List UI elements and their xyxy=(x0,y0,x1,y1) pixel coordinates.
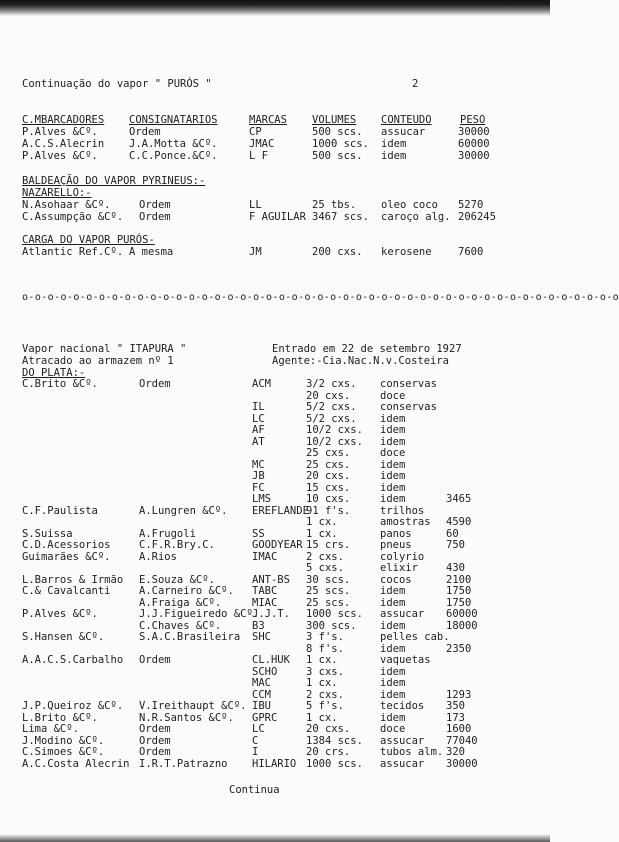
cell-emb: L.Barros & Irmão xyxy=(22,573,124,586)
cell-cont: assucar xyxy=(381,126,426,138)
page-title: Continuação do vapor " PURÓS " xyxy=(22,78,212,90)
cell-peso: 1750 xyxy=(446,585,472,597)
cell-marca: GPRC xyxy=(252,711,278,724)
cell-cont: idem xyxy=(381,150,407,162)
cell-peso: 430 xyxy=(446,562,465,574)
cell-cons: Ordem xyxy=(139,654,171,666)
cell-cont: idem xyxy=(380,412,406,425)
cell-marca: AF xyxy=(252,424,265,436)
cell-cont: idem xyxy=(380,677,406,689)
cell-vol: 500 scs. xyxy=(312,126,363,138)
cell-marca: ANT-BS xyxy=(252,573,290,586)
cell-vol: 2 cxs. xyxy=(306,550,344,563)
cell-cons: Ordem xyxy=(139,378,171,390)
cell-marca: LMS xyxy=(252,493,271,505)
column-header-volumes: VOLUMES xyxy=(312,114,357,126)
section3-heading: CARGA DO VAPOR PURÓS- xyxy=(22,234,155,246)
cell-marca: CCM xyxy=(252,688,271,701)
cell-marca: JB xyxy=(252,470,265,482)
cell-vol: 5/2 cxs. xyxy=(306,401,357,413)
cell-vol: 10/2 cxs. xyxy=(306,435,363,448)
cell-marca: I xyxy=(252,746,259,758)
cell-vol: 15 crs. xyxy=(306,539,351,551)
cell-marca: SCHO xyxy=(252,665,278,678)
cell-vol: 10 cxs. xyxy=(306,493,351,505)
cell-vol: 1 cx. xyxy=(306,527,338,540)
cell-marca: LC xyxy=(252,412,265,425)
cell-peso: 77040 xyxy=(446,734,478,747)
cell-cont: vaquetas xyxy=(380,654,431,666)
footer-continua: Continua xyxy=(229,784,280,796)
cell-cons: A.Carneiro &Cº. xyxy=(139,585,234,597)
cell-cont: idem xyxy=(380,711,406,724)
cell-vol: 5 cxs. xyxy=(306,562,344,574)
cell-cont: assucar xyxy=(380,734,425,747)
vessel-entry-date: Entrado em 22 de setembro 1927 xyxy=(272,343,462,355)
cell-cons: A.Fraiga &Cº. xyxy=(139,596,222,609)
cell-cons: J.J.Figueiredo &Cº. xyxy=(139,608,260,620)
section2-subheading: NAZARELLO:- xyxy=(22,187,92,199)
cell-vol: 15 cxs. xyxy=(306,481,351,494)
cell-marca: ACM xyxy=(252,378,271,390)
cell-vol: 200 cxs. xyxy=(312,246,363,258)
cell-vol: 20 cxs. xyxy=(306,723,351,735)
cell-vol: 300 scs. xyxy=(306,619,357,632)
cell-emb: C.D.Acessorios xyxy=(22,539,111,551)
cell-emb: P.Alves &Cº. xyxy=(22,608,98,620)
cell-vol: 25 cxs. xyxy=(306,458,351,471)
cell-marca: JMAC xyxy=(249,138,275,150)
cell-vol: 25 tbs. xyxy=(312,199,357,211)
cell-marca: EREFLANDE xyxy=(252,504,309,517)
cell-emb: Lima &Cº. xyxy=(22,723,79,735)
cell-vol: 1000 scs. xyxy=(306,608,363,620)
cell-cont: doce xyxy=(380,389,406,402)
cell-peso: 30000 xyxy=(458,150,490,162)
cell-emb: C.Simoes &Cº. xyxy=(22,746,105,758)
cell-vol: 10/2 cxs. xyxy=(306,424,363,436)
cell-cont: elixir xyxy=(380,562,418,574)
cell-vol: 1384 scs. xyxy=(306,734,363,747)
cell-cons: I.R.T.Patrazno xyxy=(139,757,228,770)
cell-vol: 1000 scs. xyxy=(312,138,369,150)
cell-cons: S.A.C.Brasileira xyxy=(139,631,241,643)
cell-peso: 60000 xyxy=(446,608,478,620)
divider-line: o-o-o-o-o-o-o-o-o-o-o-o-o-o-o-o-o-o-o-o-o-o-o-o-o-o-o-o-o-o-o-o-o-o-o-o-o-o-o-o-o-o-o-o-o-o-o xyxy=(22,292,619,303)
cell-cont: idem xyxy=(380,493,406,505)
cell-cont: doce xyxy=(380,447,406,459)
cell-emb: A.C.Costa Alecrin xyxy=(22,757,130,770)
cell-marca: IL xyxy=(252,401,265,413)
cell-marca: MC xyxy=(252,458,265,471)
cell-vol: 20 cxs. xyxy=(306,389,351,402)
cell-cons: E.Souza &Cº. xyxy=(139,573,215,586)
cell-marca: LL xyxy=(249,199,262,211)
column-header-consignatarios: CONSIGNATARIOS xyxy=(129,114,218,126)
cell-emb: C.F.Paulista xyxy=(22,504,98,517)
cell-peso: 350 xyxy=(446,700,465,712)
cell-marca: TABC xyxy=(252,585,278,597)
vessel-name: Vapor nacional " ITAPURA " xyxy=(22,343,187,355)
cell-vol: 500 scs. xyxy=(312,150,363,162)
cell-cont: caroço alg. xyxy=(381,211,451,223)
cell-cont: idem xyxy=(381,138,407,150)
cell-vol: 3467 scs. xyxy=(312,211,369,223)
cell-cont: assucar xyxy=(380,757,425,770)
cell-emb: P.Alves &Cº. xyxy=(22,126,98,138)
cell-cons: Ordem xyxy=(139,199,171,211)
cell-marca: GOODYEAR xyxy=(252,539,303,551)
cell-marca: B3 xyxy=(252,619,265,632)
cell-vol: 8 f's. xyxy=(306,642,344,655)
cell-cont: colyrio xyxy=(380,550,425,563)
cell-cons: C.C.Ponce.&Cº. xyxy=(129,150,218,162)
cell-vol: 1 cx. xyxy=(306,516,338,528)
cell-marca: C xyxy=(252,734,259,747)
cell-peso: 4590 xyxy=(446,516,472,528)
cell-emb: S.Suissa xyxy=(22,527,73,540)
cell-vol: 25 scs. xyxy=(306,596,351,609)
cell-marca: MIAC xyxy=(252,596,278,609)
cell-cont: idem xyxy=(380,585,406,597)
cell-vol: 5 f's. xyxy=(306,700,344,712)
cell-marca: CL.HUK xyxy=(252,654,290,666)
cell-marca: L F xyxy=(249,150,268,162)
cell-peso: 206245 xyxy=(458,211,496,223)
cell-peso: 173 xyxy=(446,711,465,724)
cell-peso: 30000 xyxy=(446,757,478,770)
column-header-peso: PESO xyxy=(460,114,486,126)
port-heading: DO PLATA:- xyxy=(22,367,86,379)
cell-emb: Atlantic Ref.Cº. xyxy=(22,246,124,258)
cell-vol: 20 cxs. xyxy=(306,470,351,482)
column-header-embarcadores: C.MBARCADORES xyxy=(22,114,105,126)
cell-cons: Ordem xyxy=(129,126,161,138)
cell-cons: A.Frugoli xyxy=(139,527,196,540)
vessel-berth: Atracado ao armazem nº 1 xyxy=(22,355,174,367)
section2-heading: BALDEAÇÃO DO VAPOR PYRINEUS:- xyxy=(22,175,206,187)
cell-vol: 25 scs. xyxy=(306,585,351,597)
cell-cont: idem xyxy=(380,642,406,655)
cell-marca: SHC xyxy=(252,631,271,643)
cell-vol: 3/2 cxs. xyxy=(306,378,357,390)
cell-vol: 30 scs. xyxy=(306,573,351,586)
cell-vol: 20 crs. xyxy=(306,746,351,758)
cell-cons: A.Lungren &Cº. xyxy=(139,504,228,517)
cell-cons: A.Rios xyxy=(139,550,177,563)
cell-vol: 25 cxs. xyxy=(306,447,351,459)
cell-peso: 30000 xyxy=(458,126,490,138)
cell-peso: 1293 xyxy=(446,688,472,701)
cell-vol: 5/2 cxs. xyxy=(306,412,357,425)
cell-cont: kerosene xyxy=(381,246,432,258)
cell-marca: FC xyxy=(252,481,265,494)
cell-cons: Ordem xyxy=(139,211,171,223)
cell-marca: F AGUILAR xyxy=(249,211,306,223)
cell-cont: cocos xyxy=(380,573,412,586)
cell-cont: idem xyxy=(380,619,406,632)
cell-cont: pneus xyxy=(380,539,412,551)
cell-cont: assucar xyxy=(380,608,425,620)
cell-cont: idem xyxy=(380,435,406,448)
cell-emb: C.Brito &Cº. xyxy=(22,378,98,390)
cell-peso: 320 xyxy=(446,746,465,758)
cell-emb: A.A.C.S.Carbalho xyxy=(22,654,124,666)
cell-marca: SS xyxy=(252,527,265,540)
cell-emb: Guimarães &Cº. xyxy=(22,550,111,563)
cell-cont: oleo coco xyxy=(381,199,438,211)
cell-cons: Ordem xyxy=(139,723,171,735)
cell-marca: J.J.T. xyxy=(252,608,290,620)
cell-peso: 60000 xyxy=(458,138,490,150)
cell-vol: 91 f's. xyxy=(306,504,351,517)
cell-marca: JM xyxy=(249,246,262,258)
cell-cont: tecidos xyxy=(380,700,425,712)
cell-peso: 2100 xyxy=(446,573,472,586)
cell-cont: conservas xyxy=(380,378,437,390)
cell-cont: idem xyxy=(380,481,406,494)
cell-cont: panos xyxy=(380,527,412,540)
cell-marca: HILARIO xyxy=(252,757,297,770)
cell-emb: S.Hansen &Cº. xyxy=(22,631,105,643)
cell-cont: idem xyxy=(380,688,406,701)
cell-peso: 3465 xyxy=(446,493,472,505)
cell-peso: 7600 xyxy=(458,246,484,258)
cell-cons: N.R.Santos &Cº. xyxy=(139,711,234,724)
cell-vol: 2 cxs. xyxy=(306,688,344,701)
cell-emb: J.P.Queiroz &Cº. xyxy=(22,700,124,712)
cell-peso: 2350 xyxy=(446,642,472,655)
cell-cont: amostras xyxy=(380,516,431,528)
vessel-agent: Agente:-Cia.Nac.N.v.Costeira xyxy=(272,355,450,367)
cell-emb: P.Alves &Cº. xyxy=(22,150,98,162)
cell-cont: idem xyxy=(380,470,406,482)
cell-emb: N.Asohaar &Cº. xyxy=(22,199,111,211)
cell-cons: Ordem xyxy=(139,734,171,747)
cell-peso: 1600 xyxy=(446,723,472,735)
cell-cons: V.Ireithaupt &Cº. xyxy=(139,700,247,712)
cell-marca: AT xyxy=(252,435,265,448)
cell-peso: 60 xyxy=(446,527,459,540)
cell-vol: 3 f's. xyxy=(306,631,344,643)
cell-cons: C.F.R.Bry.C. xyxy=(139,539,215,551)
cell-marca: IBU xyxy=(252,700,271,712)
cell-peso: 750 xyxy=(446,539,465,551)
cell-emb: C.Assumpção &Cº. xyxy=(22,211,124,223)
cell-emb: J.Modino &Cº. xyxy=(22,734,105,747)
cell-cont: idem xyxy=(380,596,406,609)
cell-cont: tubos alm. xyxy=(380,746,444,758)
cell-vol: 1 cx. xyxy=(306,654,338,666)
cell-emb: A.C.S.Alecrin xyxy=(22,138,105,150)
cell-cont: conservas xyxy=(380,401,437,413)
cell-peso: 18000 xyxy=(446,619,478,632)
cell-peso: 1750 xyxy=(446,596,472,609)
cell-vol: 1 cx. xyxy=(306,677,338,689)
cell-peso: 5270 xyxy=(458,199,484,211)
cell-cont: idem xyxy=(380,665,406,678)
cell-emb: L.Brito &Cº. xyxy=(22,711,98,724)
column-header-conteudo: CONTEUDO xyxy=(381,114,432,126)
cell-marca: CP xyxy=(249,126,262,138)
page-number: 2 xyxy=(412,78,419,90)
cell-cont: idem xyxy=(380,458,406,471)
column-header-marcas: MARCAS xyxy=(249,114,287,126)
cell-cont: doce xyxy=(380,723,406,735)
cell-cons: Ordem xyxy=(139,746,171,758)
scan-top-edge xyxy=(0,0,550,16)
cell-marca: MAC xyxy=(252,677,271,689)
scan-bottom-edge xyxy=(0,834,550,842)
cell-marca: LC xyxy=(252,723,265,735)
cell-cons: J.A.Motta &Cº. xyxy=(129,138,218,150)
cell-cons: A mesma xyxy=(129,246,174,258)
cell-vol: 1 cx. xyxy=(306,711,338,724)
cell-cont: trilhos xyxy=(380,504,425,517)
cell-cont: pelles cab. xyxy=(380,631,450,643)
cell-cons: C.Chaves &Cº. xyxy=(139,619,222,632)
cell-cont: idem xyxy=(380,424,406,436)
cell-marca: IMAC xyxy=(252,550,278,563)
cell-vol: 1000 scs. xyxy=(306,757,363,770)
cell-vol: 3 cxs. xyxy=(306,665,344,678)
cell-emb: C.& Cavalcanti xyxy=(22,585,111,597)
